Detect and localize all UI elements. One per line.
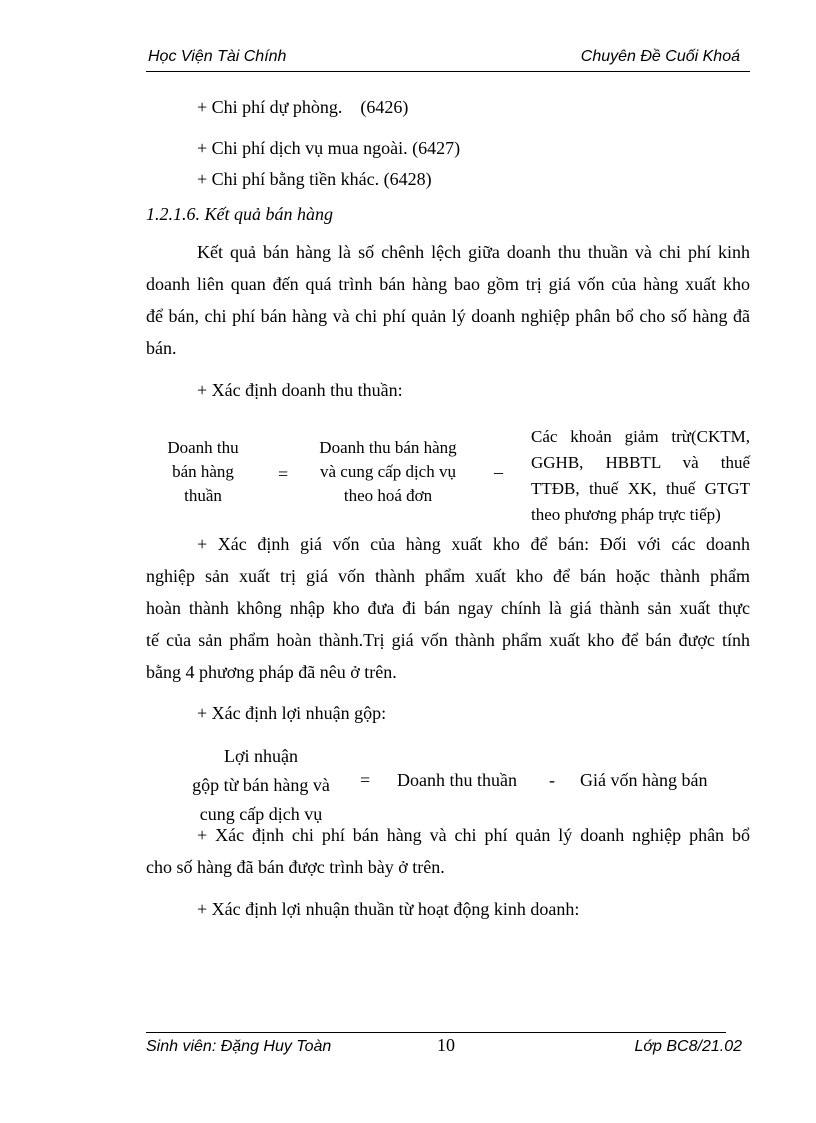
formula1-right-line: TTĐB, thuế XK, thuế GTGT [531, 479, 750, 498]
bullet-net-profit: + Xác định lợi nhuận thuần từ hoạt động kinh doanh: [197, 899, 580, 919]
formula1-middle [306, 436, 470, 508]
formula1-left-line: Doanh thu [167, 438, 239, 457]
footer-right: Lớp BC8/21.02 [634, 1038, 742, 1055]
formula1-left [148, 436, 258, 508]
formula1-left-line: bán hàng [172, 462, 234, 481]
formula2-left-line: cung cấp dịch vụ [199, 804, 323, 824]
formula1-middle-line: Doanh thu bán hàng [319, 438, 457, 457]
footer-left: Sinh viên: Đặng Huy Toàn [146, 1038, 332, 1055]
para1-line: Kết quả bán hàng là số chênh lệch giữa doanh thu thuần và chi phí kinh [197, 242, 750, 262]
formula2-left [176, 742, 346, 829]
formula1-equals: = [278, 464, 289, 484]
formula2-middle: Doanh thu thuần [397, 770, 517, 790]
header-right: Chuyên Đề Cuối Khoá [580, 48, 740, 65]
para1-line: bán. [146, 338, 177, 358]
formula2-left-line: gộp từ bán hàng và [192, 775, 330, 795]
bullet-outsourced-cost: + Chi phí dịch vụ mua ngoài. (6427) [197, 138, 461, 158]
formula2-minus: - [549, 770, 555, 790]
para2-line: hoàn thành không nhập kho đưa đi bán ngay chính là giá thành sản xuất thực [146, 598, 750, 618]
formula1-left-line: thuần [184, 486, 222, 505]
para2-line: nghiệp sản xuất trị giá vốn thành phẩm xuất kho để bán hoặc thành phẩm [146, 566, 750, 586]
bullet-net-revenue: + Xác định doanh thu thuần: [197, 380, 403, 400]
formula1-middle-line: theo hoá đơn [343, 486, 433, 505]
formula2-left-line: Lợi nhuận [223, 746, 298, 766]
para3-line: cho số hàng đã bán được trình bày ở trên. [146, 857, 445, 877]
formula1-right-line: GGHB, HBBTL và thuế [531, 453, 750, 472]
header-rule [146, 71, 750, 72]
formula1-right-line: Các khoản giảm trừ(CKTM, [531, 427, 750, 446]
para3-line: + Xác định chi phí bán hàng và chi phí quản lý doanh nghiệp phân bổ [197, 825, 750, 845]
formula1-middle-line: và cung cấp dịch vụ [320, 462, 456, 481]
formula2-right: Giá vốn hàng bán [580, 770, 708, 790]
footer-rule [146, 1032, 726, 1033]
para2-line: bằng 4 phương pháp đã nêu ở trên. [146, 662, 397, 682]
header-left: Học Viện Tài Chính [148, 48, 287, 65]
para1-line: doanh liên quan đến quá trình bán hàng bao gồm trị giá vốn của hàng xuất kho [146, 274, 750, 294]
page-number: 10 [437, 1035, 455, 1055]
para2-line: tế của sản phẩm hoàn thành.Trị giá vốn thành phẩm xuất kho để bán được tính [146, 630, 750, 650]
para2-line: + Xác định giá vốn của hàng xuất kho để bán: Đối với các doanh [197, 534, 750, 554]
bullet-other-cash-cost: + Chi phí bằng tiền khác. (6428) [197, 169, 432, 189]
formula1-minus: – [494, 462, 503, 482]
bullet-gross-profit: + Xác định lợi nhuận gộp: [197, 703, 387, 723]
para1-line: để bán, chi phí bán hàng và chi phí quản lý doanh nghiệp phân bổ cho số hàng đã [146, 306, 750, 326]
bullet-provision-cost: + Chi phí dự phòng. (6426) [197, 97, 409, 117]
section-title: 1.2.1.6. Kết quả bán hàng [146, 204, 333, 224]
formula1-right-line: theo phương pháp trực tiếp) [531, 505, 721, 524]
formula2-equals: = [360, 770, 371, 790]
formula1-right [531, 424, 750, 528]
